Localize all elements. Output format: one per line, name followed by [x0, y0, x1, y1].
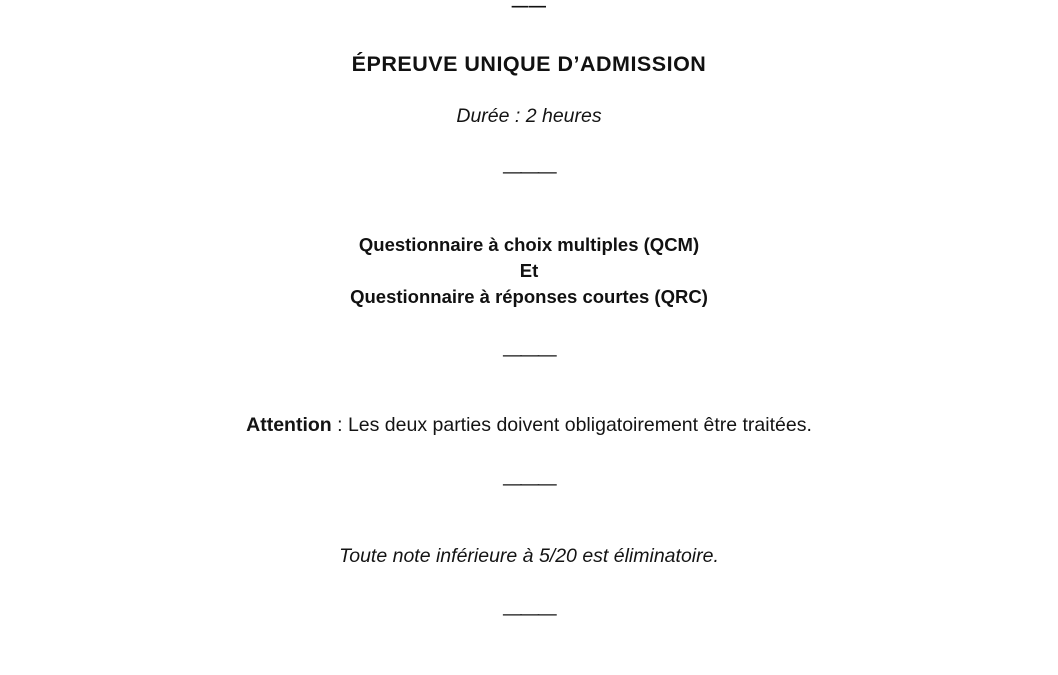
- attention-notice: [0, 414, 1058, 437]
- top-text-fragment: ——: [511, 0, 547, 15]
- separator-1: ———: [502, 162, 556, 183]
- attention-label: Attention: [246, 414, 332, 436]
- separator-2: ———: [502, 345, 556, 366]
- separator-3: ———: [502, 474, 556, 495]
- exam-sections: [0, 232, 1058, 310]
- eliminatory-note: Toute note inférieure à 5/20 est éliminatoire.: [339, 545, 719, 567]
- section-line-qrc: Questionnaire à réponses courtes (QRC): [350, 286, 708, 307]
- section-line-qcm: Questionnaire à choix multiples (QCM): [358, 234, 700, 255]
- separator-4: ———: [502, 604, 556, 625]
- attention-text: : Les deux parties doivent obligatoirement être traitées.: [331, 414, 812, 436]
- exam-duration: Durée : 2 heures: [456, 105, 602, 127]
- page-title: ÉPREUVE UNIQUE D’ADMISSION: [351, 52, 707, 76]
- section-line-and: Et: [519, 260, 539, 281]
